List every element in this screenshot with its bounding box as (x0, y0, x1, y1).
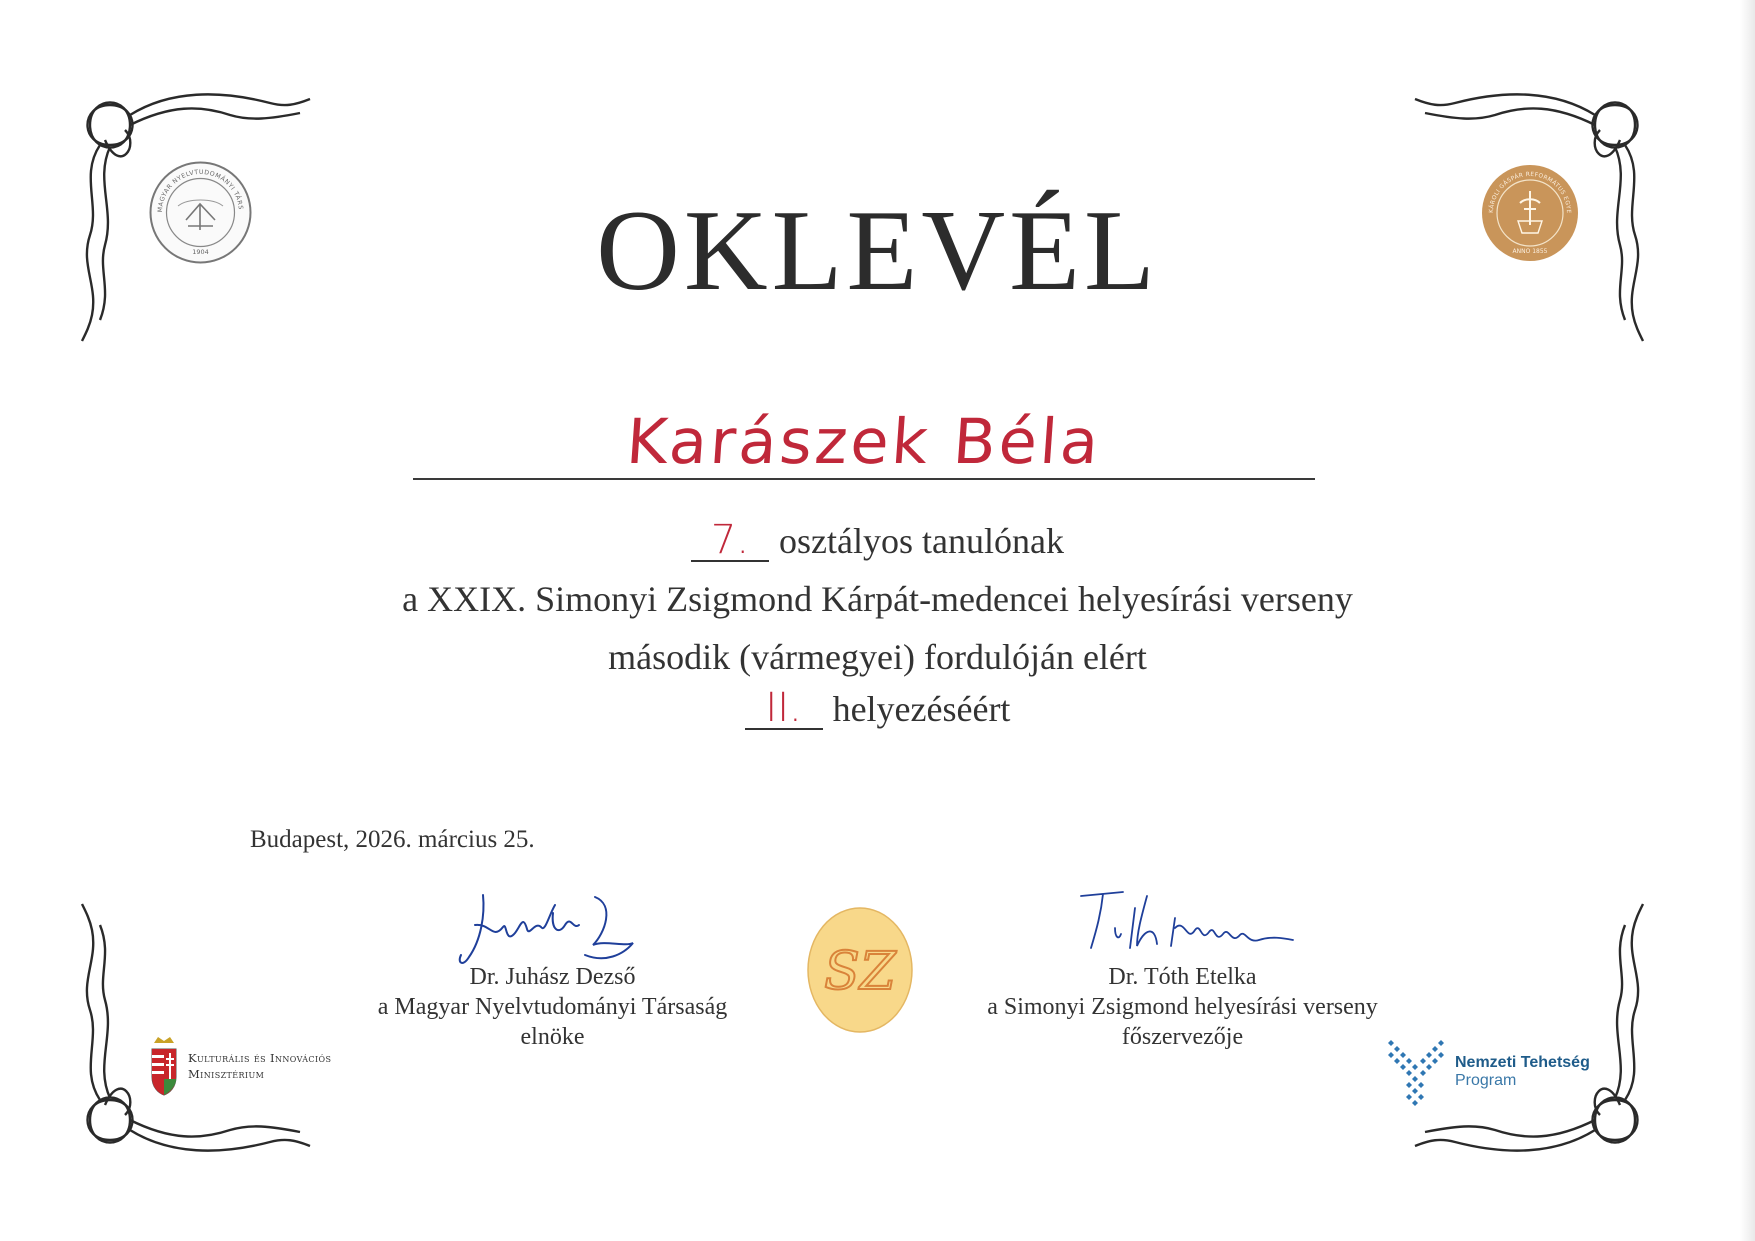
monogram-letters: SZ (824, 942, 896, 1002)
signature-toth (1075, 888, 1295, 968)
signatory-2-role: a Simonyi Zsigmond helyesírási verseny (987, 994, 1378, 1020)
right-seal-year: ANNO 1855 (1512, 248, 1548, 255)
recipient-name: Karászek Béla (624, 405, 1104, 478)
ntp-logo-icon (1385, 1036, 1447, 1108)
issue-date: Budapest, 2026. március 25. (250, 826, 535, 853)
celtic-knot-icon (1405, 900, 1655, 1160)
scan-edge (1740, 0, 1755, 1241)
grade-value: 7. (710, 517, 750, 563)
signatory-2-role-2: főszervezője (1121, 1024, 1244, 1050)
signatory-2-name: Dr. Tóth Etelka (1108, 964, 1257, 990)
place-suffix: helyezéséért (832, 689, 1011, 729)
monogram-icon (805, 905, 915, 1035)
round-line: második (vármegyei) fordulóján elért (608, 637, 1147, 677)
place-line (0, 685, 1755, 731)
place-value: II. (765, 685, 802, 731)
signatory-1-name: Dr. Juhász Dezső (469, 964, 636, 990)
name-underline (413, 478, 1315, 480)
signatory-1-role-2: elnöke (520, 1024, 585, 1050)
place-blank (745, 685, 823, 731)
left-seal-text: MAGYAR NYELVTUDOMÁNYI TÁRS (156, 168, 244, 213)
right-seal-text: KÁROLI GÁSPÁR REFORMÁTUS EGYE (1488, 171, 1572, 214)
ntp-name-1: Nemzeti Tehetség (1455, 1054, 1590, 1071)
celtic-knot-icon (70, 900, 320, 1160)
coat-of-arms-icon (148, 1035, 180, 1097)
grade-blank (691, 517, 769, 563)
certificate-title: OKLEVÉL (596, 187, 1159, 315)
competition-line: a XXIX. Simonyi Zsigmond Kárpát-medencei helyesírási verseny (402, 579, 1353, 619)
left-seal-year: 1904 (192, 248, 209, 256)
corner-ornament-bottom-right (1405, 900, 1655, 1160)
corner-ornament-bottom-left (70, 900, 320, 1160)
grade-suffix: osztályos tanulónak (779, 521, 1064, 561)
grade-line (0, 517, 1755, 563)
ministry-name-1: Kulturális és Innovációs (188, 1051, 332, 1065)
ntp-name-2: Program (1455, 1072, 1517, 1089)
signatory-1-role: a Magyar Nyelvtudományi Társaság (377, 994, 728, 1020)
ministry-logo (148, 1035, 331, 1097)
ministry-name-2: Minisztérium (188, 1067, 265, 1081)
competition-monogram (805, 905, 915, 1040)
ntp-logo (1385, 1036, 1590, 1108)
